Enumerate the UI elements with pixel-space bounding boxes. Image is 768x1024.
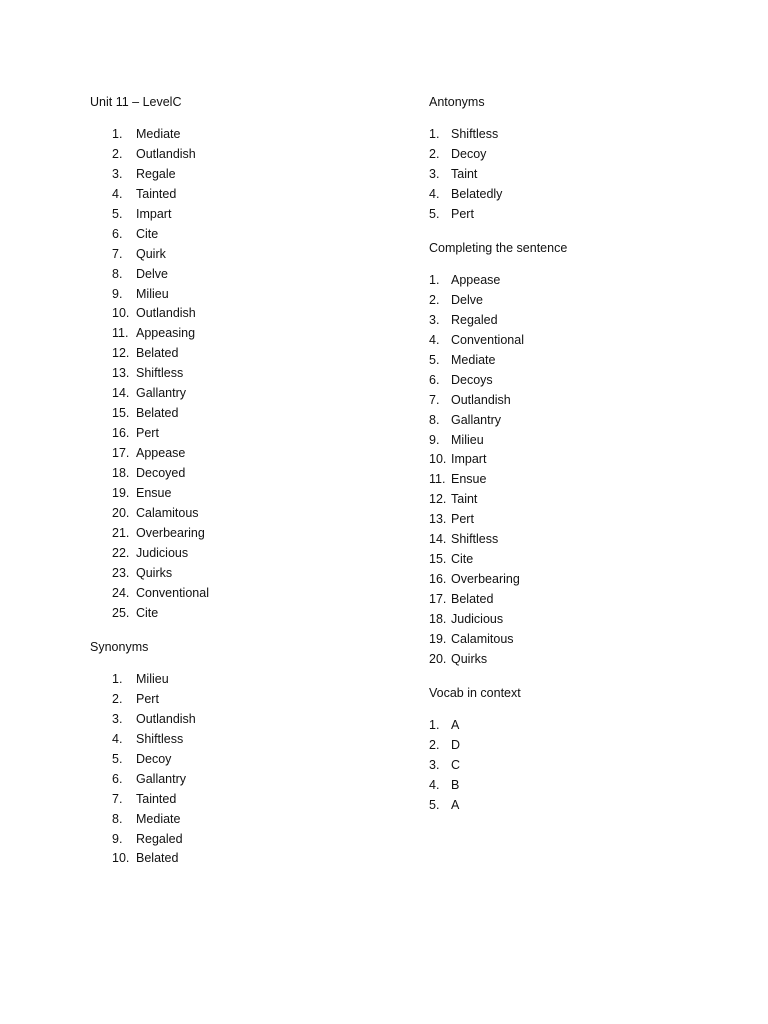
list-item-number: 1. (429, 127, 440, 141)
list-item-number: 1. (429, 273, 440, 287)
list-item-number: 17. (429, 592, 447, 606)
list-item-word: Milieu (451, 432, 484, 447)
list-item-word: Decoy (136, 751, 172, 766)
list-item-number: 8. (429, 412, 440, 427)
list-item-number: 19. (429, 631, 447, 646)
list-item-word: Pert (136, 691, 159, 706)
list-item-word: Milieu (136, 672, 169, 686)
list-item-number: 2. (429, 146, 440, 161)
list-item-number: 10. (112, 306, 130, 321)
list-item-word: Shiftless (451, 532, 499, 547)
list-item-number: 5. (112, 751, 123, 766)
list-item-word: Gallantry (136, 386, 187, 401)
synonyms-heading: Synonyms (90, 640, 149, 654)
list-item-word: C (451, 757, 461, 772)
list-item-word: Taint (451, 492, 478, 507)
list-item-word: Pert (451, 206, 474, 221)
list-item-word: Calamitous (136, 505, 199, 520)
list-item-word: Overbearing (136, 525, 205, 540)
list-item-number: 11. (429, 472, 446, 487)
list-item-word: Delve (136, 266, 168, 281)
list-item-word: Appeasing (136, 326, 196, 341)
list-item-number: 24. (112, 585, 130, 600)
list-item-number: 10. (429, 452, 447, 467)
list-item-number: 18. (429, 611, 447, 626)
list-item-word: Overbearing (451, 572, 520, 587)
list-item-word: B (451, 777, 460, 792)
list-item-number: 5. (112, 206, 123, 221)
list-item-number: 16. (429, 572, 447, 587)
list-item-number: 7. (112, 791, 123, 806)
list-item-number: 5. (429, 797, 440, 812)
list-item-word: Tainted (136, 791, 177, 806)
list-item-word: Mediate (451, 352, 496, 367)
list-item-word: Belated (136, 346, 179, 361)
list-item-word: Milieu (136, 286, 169, 301)
list-item-number: 21. (112, 525, 130, 540)
list-item-word: Judicious (136, 545, 189, 560)
list-item-number: 3. (429, 757, 440, 772)
list-item-word: Quirks (136, 565, 173, 580)
list-item-word: Impart (136, 206, 172, 221)
list-item-number: 7. (429, 392, 440, 407)
list-item-number: 15. (429, 552, 447, 567)
list-item-word: Pert (136, 426, 159, 441)
list-item-word: Shiftless (136, 731, 184, 746)
list-item-word: Shiftless (451, 127, 499, 141)
list-item-word: Belatedly (451, 186, 503, 201)
list-item-word: Decoys (451, 372, 493, 387)
list-item-number: 7. (112, 246, 123, 261)
antonyms-heading: Antonyms (429, 95, 485, 109)
list-item-number: 4. (112, 731, 123, 746)
list-item-number: 13. (429, 512, 447, 527)
list-item-word: Tainted (136, 186, 177, 201)
list-item-word: Gallantry (451, 412, 502, 427)
list-item-number: 22. (112, 545, 130, 560)
list-item-word: Taint (451, 166, 478, 181)
list-item-number: 5. (429, 206, 440, 221)
list-item-word: Pert (451, 512, 474, 527)
list-item-word: Regaled (451, 312, 498, 327)
page-title: Unit 11 – LevelC (90, 95, 182, 109)
list-item-word: Quirk (136, 246, 166, 261)
list-item-number: 2. (112, 146, 123, 161)
list-item-number: 3. (429, 312, 440, 327)
vocab-heading: Vocab in context (429, 686, 521, 700)
list-item-word: Conventional (451, 332, 524, 347)
list-item-number: 6. (112, 771, 123, 786)
list-item-word: Conventional (136, 585, 209, 600)
list-item-number: 19. (112, 485, 130, 500)
list-item-number: 6. (112, 226, 123, 241)
list-item-word: Outlandish (136, 146, 196, 161)
list-item-number: 16. (112, 426, 130, 441)
list-item-number: 18. (112, 465, 130, 480)
list-item-word: Outlandish (136, 711, 196, 726)
list-item-word: Shiftless (136, 366, 184, 381)
list-item-word: Outlandish (451, 392, 511, 407)
list-item-number: 20. (112, 505, 130, 520)
list-item-number: 13. (112, 366, 130, 381)
list-item-word: Decoy (451, 146, 487, 161)
list-item-number: 15. (112, 406, 130, 421)
list-item-word: Belated (136, 851, 179, 866)
list-item-number: 2. (112, 691, 123, 706)
list-item-number: 2. (429, 292, 440, 307)
list-item-word: Ensue (136, 485, 172, 500)
list-item-number: 6. (429, 372, 440, 387)
list-item-number: 4. (429, 332, 440, 347)
list-item-word: Cite (451, 552, 474, 567)
list-item-word: Delve (451, 292, 483, 307)
list-item-number: 8. (112, 811, 123, 826)
list-item-word: A (451, 718, 460, 732)
list-item-word: Ensue (451, 472, 487, 487)
list-item-number: 1. (112, 127, 123, 141)
list-item-number: 10. (112, 851, 130, 866)
list-item-number: 4. (429, 777, 440, 792)
list-item-number: 25. (112, 605, 130, 620)
list-item-word: Gallantry (136, 771, 187, 786)
list-item-number: 9. (429, 432, 440, 447)
list-item-number: 23. (112, 565, 130, 580)
list-item-number: 12. (429, 492, 447, 507)
list-item-number: 5. (429, 352, 440, 367)
list-item-number: 20. (429, 651, 447, 666)
list-item-number: 17. (112, 446, 130, 460)
list-item-number: 1. (112, 672, 123, 686)
list-item-word: Regaled (136, 831, 183, 846)
list-item-number: 1. (429, 718, 440, 732)
list-item-word: Cite (136, 226, 159, 241)
list-item-word: Mediate (136, 811, 181, 826)
list-item-word: Outlandish (136, 306, 196, 321)
list-item-word: Mediate (136, 127, 181, 141)
list-item-word: A (451, 797, 460, 812)
list-item-word: Quirks (451, 651, 488, 666)
list-item-word: Belated (136, 406, 179, 421)
list-item-number: 11. (112, 326, 129, 341)
list-item-word: Belated (451, 592, 494, 606)
list-item-number: 3. (112, 166, 123, 181)
list-item-number: 3. (429, 166, 440, 181)
list-item-number: 8. (112, 266, 123, 281)
list-item-word: Regale (136, 166, 176, 181)
list-item-word: Impart (451, 452, 487, 467)
list-item-number: 4. (112, 186, 123, 201)
list-item-word: Calamitous (451, 631, 514, 646)
list-item-word: Cite (136, 605, 159, 620)
list-item-word: Judicious (451, 611, 504, 626)
list-item-number: 9. (112, 286, 123, 301)
list-item-number: 12. (112, 346, 130, 361)
list-item-number: 3. (112, 711, 123, 726)
list-item-number: 14. (112, 386, 130, 401)
list-item-number: 2. (429, 737, 440, 752)
completing-heading: Completing the sentence (429, 241, 568, 255)
list-item-word: Decoyed (136, 465, 186, 480)
list-item-number: 14. (429, 532, 447, 547)
list-item-word: Appease (451, 273, 501, 287)
list-item-number: 9. (112, 831, 123, 846)
list-item-word: D (451, 737, 461, 752)
list-item-word: Appease (136, 446, 186, 460)
list-item-number: 4. (429, 186, 440, 201)
